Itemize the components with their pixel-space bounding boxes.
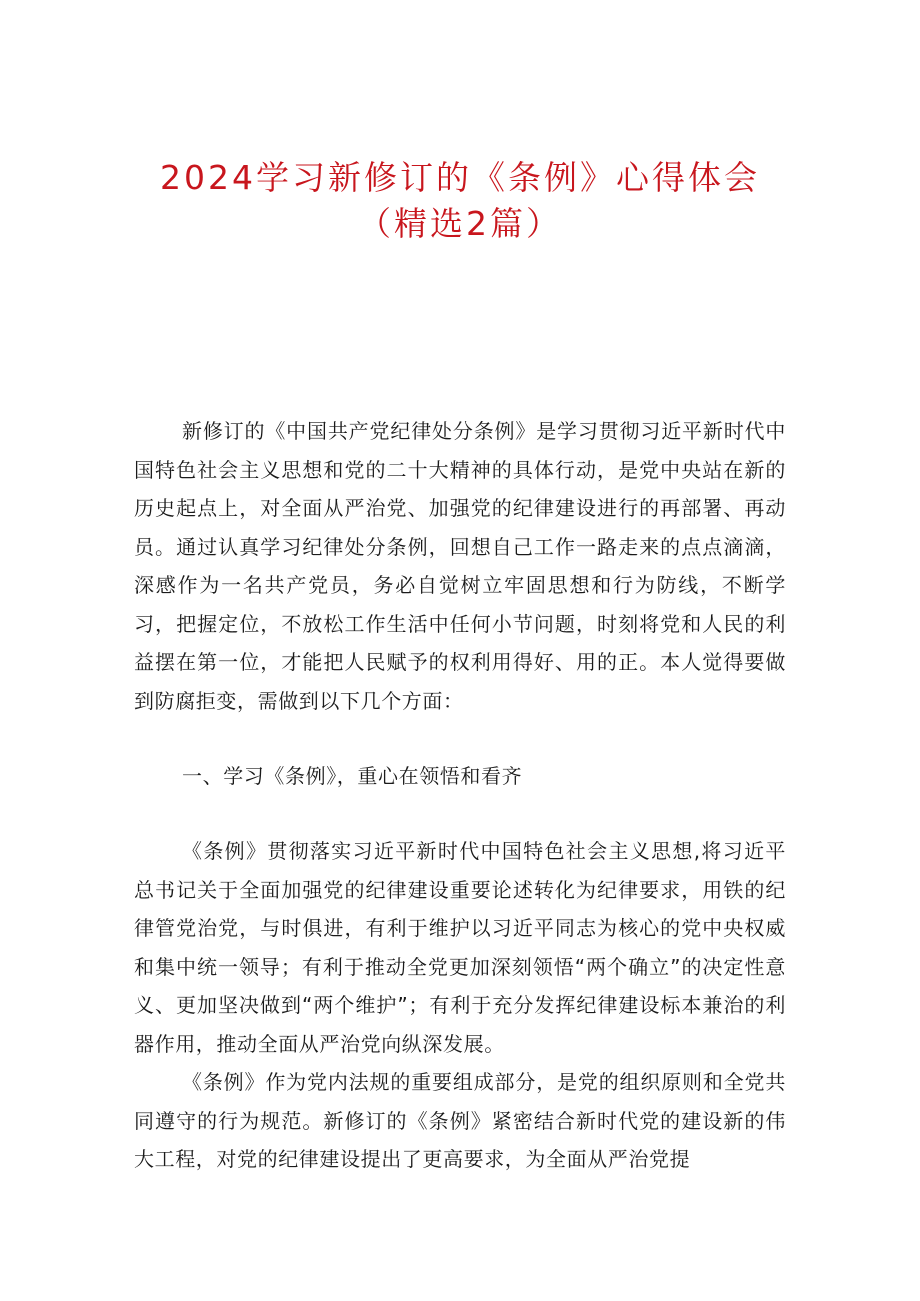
document-title: 2024学习新修订的《条例》心得体会: [160, 158, 760, 197]
body-paragraph: 《条例》贯彻落实习近平新时代中国特色社会主义思想,将习近平总书记关于全面加强党的纪律建设重要论述转化为纪律要求，用铁的纪律管党治党，与时俱进，有利于维护以习近平同志为核心的党中央权威和集中统一领导；有利于推动全党更加深刻领悟“两个确立”的决定性意义、更加坚决做到“两个维护”；有利于充分发挥纪律建设标本兼治的利器作用，推动全面从严治党向纵深发展。: [134, 839, 787, 1056]
section-heading: 一、学习《条例》，重心在领悟和看齐: [182, 764, 523, 788]
body-paragraph: 《条例》作为党内法规的重要组成部分，是党的组织原则和全党共同遵守的行为规范。新修订的《条例》紧密结合新时代党的建设新的伟大工程，对党的纪律建设提出了更高要求，为全面从严治党提: [134, 1070, 786, 1171]
intro-paragraph: 新修订的《中国共产党纪律处分条例》是学习贯彻习近平新时代中国特色社会主义思想和党的二十大精神的具体行动，是党中央站在新的历史起点上，对全面从严治党、加强党的纪律建设进行的再部署、再动员。通过认真学习纪律处分条例，回想自己工作一路走来的点点滴滴，深感作为一名共产党员，务必自觉树立牢固思想和行为防线，不断学习，把握定位，不放松工作生活中任何小节问题，时刻将党和人民的利益摆在第一位，才能把人民赋予的权利用得好、用的正。本人觉得要做到防腐拒变，需做到以下几个方面：: [134, 419, 786, 713]
document-subtitle: （精选2篇）: [358, 204, 562, 243]
